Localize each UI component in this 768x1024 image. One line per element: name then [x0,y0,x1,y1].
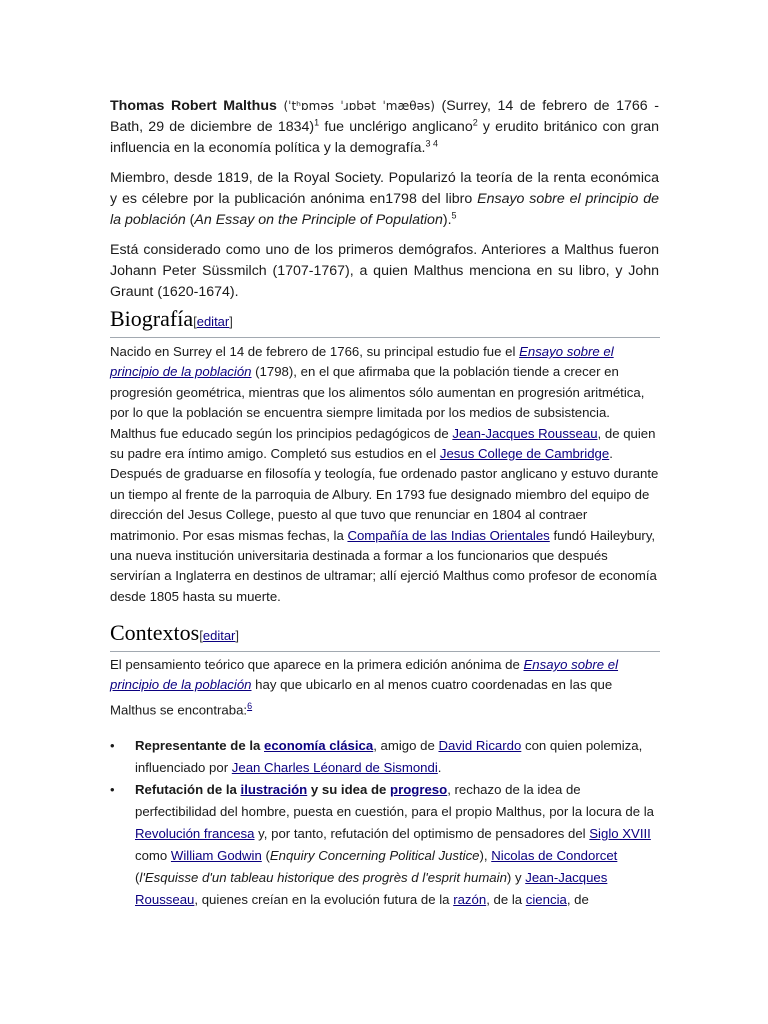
intro-paragraph-2 [110,168,659,231]
body-text: . Después de graduarse en filosofía y teología, fue ordenado pastor anglicano y estuvo durante un tiempo al frente de la parroquia de Albury. En 1793 fue designado miembro del equipo de dirección del Jesus College, puesto al que tuvo que renunciar en 1804 al contraer matrimonio. Por esas mismas fechas, la [110,446,659,543]
bracket: [ [193,314,197,329]
link-david-ricardo[interactable]: David Ricardo [438,738,522,753]
reference-sup[interactable]: 1 [314,117,320,128]
edit-section [193,314,233,329]
intro-text: y erudito británico con gran influencia en la economía política y la demografía. [110,119,659,156]
link-rousseau[interactable]: Jean-Jacques Rousseau [135,870,608,907]
body-text: hay que ubicarlo en al menos cuatro coordenadas en las que Malthus se encontraba: [110,677,613,718]
intro-paragraph-3: Está considerado como uno de los primeros demógrafos. Anteriores a Malthus fueron Johann Peter Süssmilch (1707-1767), a quien Malthus menciona en su libro, y John Graunt (1620-1674). [110,242,659,300]
bold-text: Representante de la [135,738,264,753]
heading-text: Contextos [110,620,200,645]
link-razon[interactable]: razón [453,892,487,907]
body-text: fundó Haileybury, una nueva institución universitaria destinada a formar a los funcionarios que después servirían a Inglaterra en destinos de ultramar; allí ejerció Malthus como profesor de economía desde 1805 hasta su muerte. [110,527,657,604]
body-text: El pensamiento teórico que aparece en la primera edición anónima de [110,657,524,672]
list-item [110,779,659,911]
book-title-english: An Essay on the Principle of Population [194,212,443,228]
bracket: ] [229,314,233,329]
intro-text: (Surrey, 14 de febrero de 1766 - Bath, 29 de diciembre de 1834) [110,98,659,135]
body-text: , de quien su padre era íntimo amigo. Completó sus estudios en el [110,425,656,462]
heading-contextos [110,620,660,652]
intro-text: fue unclérigo anglicano [319,119,473,135]
link-revolucion-francesa[interactable]: Revolución francesa [135,826,255,841]
reference-link[interactable]: 6 [247,700,253,711]
intro-text: ( [185,212,195,228]
bullet-icon: • [110,738,115,753]
subject-name: Thomas Robert Malthus [110,98,277,114]
link-ciencia[interactable]: ciencia [525,892,567,907]
bracket: [ [199,628,203,643]
link-condorcet[interactable]: Nicolas de Condorcet [491,848,618,863]
contextos-list [110,735,659,911]
intro-paragraph-1 [110,96,659,159]
body-text: Nacido en Surrey el 14 de febrero de 1766, su principal estudio fue el [110,344,520,359]
body-text: ( [261,848,270,863]
intro-text: Miembro, desde 1819, de la Royal Society. Popularizó la teoría de la renta económica y es célebre por la publicación anónima en1798 del libro [110,170,659,207]
biografia-paragraph [110,342,659,607]
intro-section [110,96,659,312]
book-title: Ensayo sobre el principio de la población [110,191,659,228]
link-rousseau[interactable]: Jean-Jacques Rousseau [452,425,598,441]
body-text: , rechazo de la idea de perfectibilidad del hombre, puesta en cuestión, para el propio Malthus, por la locura de la [135,782,655,819]
book-title: Enquiry Concerning Political Justice [269,848,480,863]
link-william-godwin[interactable]: William Godwin [170,848,262,863]
body-text: , quienes creían en la evolución futura de la [194,892,454,907]
body-text: , amigo de [373,738,439,753]
link-siglo-xviii[interactable]: Siglo XVIII [589,826,651,841]
edit-section [199,628,239,643]
body-text: (1798), en el que afirmaba que la población tiende a crecer en progresión geométrica, mientras que los alimentos sólo aumentan en progresión aritmética, por lo que la población se encuentra siempre limitada por los medios de subsistencia. Malthus fue educado según los principios pedagógicos de [110,364,645,441]
body-text: con quien polemiza, influenciado por [135,738,643,775]
bold-text: Refutación de la [135,782,241,797]
body-text: ), [479,848,492,863]
bold-text: y su idea de [307,782,391,797]
link-sismondi[interactable]: Jean Charles Léonard de Sismondi [231,760,438,775]
intro-text: ). [442,212,452,228]
link-ensayo[interactable]: Ensayo sobre el principio de la población [110,657,619,693]
link-ensayo[interactable]: Ensayo sobre el principio de la población [110,344,614,380]
link-jesus-college[interactable]: Jesus College de Cambridge [439,446,610,462]
contextos-section [110,655,659,721]
heading-biografia [110,306,660,338]
link-economia-clasica[interactable]: economía clásica [264,738,374,753]
bracket: ] [235,628,240,643]
edit-link[interactable]: editar [202,628,236,643]
list-item [110,735,659,779]
body-text: ) y [506,870,526,885]
biografia-section [110,342,659,607]
reference-sup[interactable]: 2 [472,117,478,128]
link-compania-indias[interactable]: Compañía de las Indias Orientales [347,527,550,543]
body-text: , de [566,892,589,907]
body-text: como [135,848,171,863]
reference-sup[interactable]: 5 [451,210,457,221]
body-text: ( [135,870,140,885]
body-text: y, por tanto, refutación del optimismo de pensadores del [254,826,590,841]
book-title: l'Esquisse d'un tableau historique des progrès d l'esprit humain [139,870,507,885]
contextos-paragraph [110,655,659,721]
heading-text: Biografía [110,306,194,331]
body-text: . [437,760,442,775]
body-text: , de la [486,892,526,907]
edit-link[interactable]: editar [196,314,230,329]
link-progreso[interactable]: progreso [390,782,448,797]
ipa-pronunciation: (ˈtʰɒməs ˈɹɒbət ˈmæθəs) [283,99,435,113]
reference-sup[interactable]: 3 4 [425,138,438,149]
bullet-icon: • [110,782,115,797]
link-ilustracion[interactable]: ilustración [240,782,308,797]
